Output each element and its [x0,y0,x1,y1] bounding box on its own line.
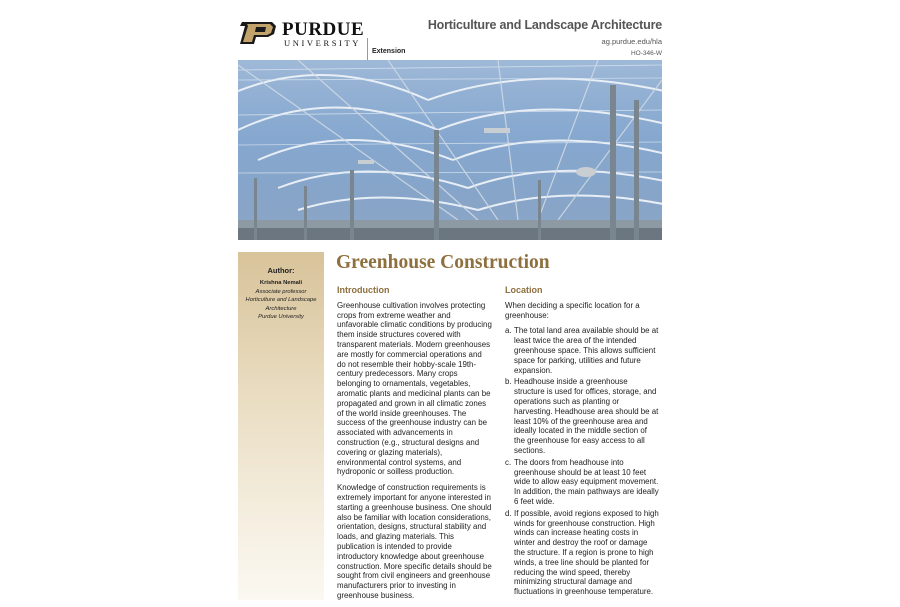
department-title: Horticulture and Landscape Architecture [427,18,662,32]
publication-code: HO-346-W [630,50,662,57]
location-heading: Location [505,285,543,295]
list-item-text: Headhouse inside a greenhouse structure is used for offices, storage, and operations such as planting or harvesting. Headhouse area should be at least 10% of the greenhouse area and ideally located in the middle section of the greenhouse for easy access to all sections. [514,377,659,455]
logo-subtitle: UNIVERSITY [284,38,361,48]
list-item [505,326,660,375]
list-item-text: The total land area available should be at least twice the area of the intended greenhouse space. This allows sufficient space for parking, utilities and future expansion. [514,326,659,375]
author-department: Horticulture and Landscape Architecture [245,297,317,312]
department-url: ag.purdue.edu/hla [601,37,662,46]
list-marker: d. [505,508,512,518]
author-heading: Author: [267,266,295,275]
document-title: Greenhouse Construction [336,252,550,273]
list-item-text: If possible, avoid regions exposed to high winds for greenhouse construction. High winds can increase heating costs in winter and destroy the roof or damage the structure. If a region is prone to high winds, a tree line should be planted for reducing the wind speed, thereby minimizing structural damage and fluctuations in greenhouse temperature. [514,508,659,597]
introduction-column [337,286,492,607]
list-item [505,509,660,597]
list-item-text: The doors from headhouse into greenhouse should be at least 10 feet wide to allow easy equipment movement. In addition, the main pathways are ideally 6 feet wide. [514,457,659,506]
introduction-paragraph-2: Knowledge of construction requirements is extremely important for anyone interested in starting a greenhouse business. One should also be familiar with location considerations, orientation, designs, structural stability and loads, and glazing materials. This publication is intended to provide introductory knowledge about greenhouse construction. More specific details should be sought from civil engineers and greenhouse manufacturers prior to investing in greenhouse business. [337,483,492,600]
list-item [505,377,660,455]
list-item [505,458,660,507]
list-marker: b. [505,377,512,387]
author-role: Associate professor [255,288,307,295]
logo-extension: Extension [372,48,406,55]
greenhouse-roof-image [238,60,662,240]
logo-name: PURDUE [282,19,365,40]
list-marker: c. [505,457,512,467]
location-intro: When deciding a specific location for a greenhouse: [505,300,640,320]
location-list [505,326,660,597]
introduction-paragraph-1: Greenhouse cultivation involves protecting crops from extreme weather and unfavorable climatic conditions by producing them inside structures covered with transparent materials. Modern greenhouses are mostly for commercial operations and do not resemble their hobby-scale 19th-century predecessors. Many crops belonging to ornamentals, vegetables, aromatic plants and medicinal plants can be propagated and grown in all climatic zones of the world inside greenhouses. The success of the greenhouse industry can be associated with advancements in construction (e.g., structural designs and covering or glazing materials), environmental control systems, and hydroponic or soilless production. [337,300,492,477]
location-column [505,286,660,599]
author-organization: Purdue University [258,314,304,320]
list-marker: a. [505,326,512,336]
document-page [238,0,662,600]
author-info [238,279,324,322]
author-name: Krishna Nemali [259,280,303,286]
department-header [428,18,662,57]
purdue-logo [238,19,406,55]
purdue-p-icon [238,22,278,44]
introduction-heading: Introduction [337,285,390,295]
author-sidebar [238,252,324,600]
greenhouse-photo [238,60,662,240]
